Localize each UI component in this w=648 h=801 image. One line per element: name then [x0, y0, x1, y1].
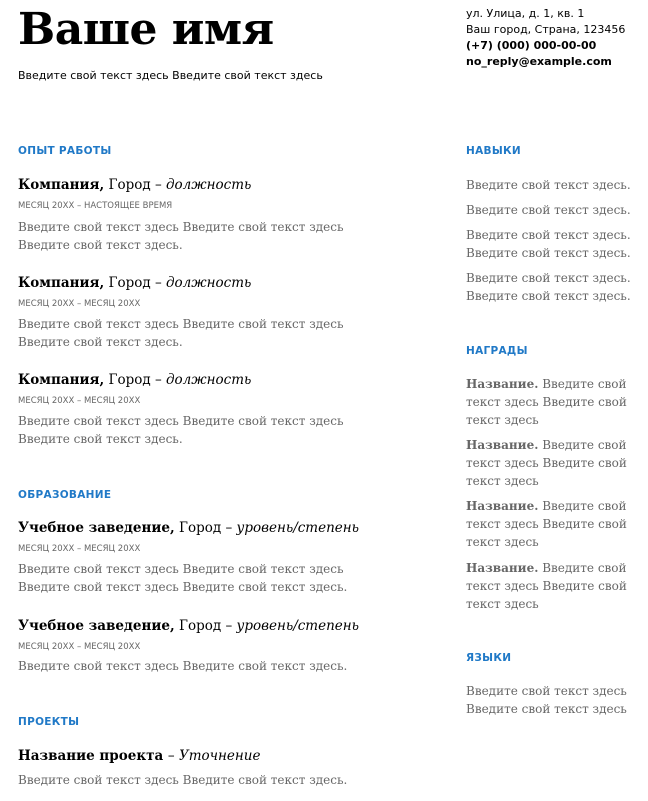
experience-entry-title[interactable] [18, 275, 251, 291]
resume-name[interactable]: Ваше имя [18, 4, 274, 55]
entry-organization: Компания, [18, 372, 105, 388]
languages-text[interactable]: Введите свой текст здесь Введите свой текст здесь [466, 684, 627, 716]
award-label: Название. [466, 499, 539, 513]
entry-dates[interactable]: МЕСЯЦ 20XX – НАСТОЯЩЕЕ ВРЕМЯ [18, 201, 173, 211]
project-name: Название проекта [18, 748, 168, 764]
experience-entry-title[interactable] [18, 372, 251, 388]
skill-item[interactable]: Введите свой текст здесь. [466, 203, 631, 217]
award-label: Название. [466, 561, 539, 575]
section-heading-skills: НАВЫКИ [466, 145, 521, 157]
section-heading-experience: ОПЫТ РАБОТЫ [18, 145, 112, 157]
entry-role: должность [166, 275, 252, 291]
contact-phone[interactable]: (+7) (000) 000-00-00 [466, 39, 597, 52]
award-text: Введите свой текст здесь Введите свой текст здесь [466, 561, 627, 611]
entry-location: Город – [174, 618, 237, 634]
project-entry-title[interactable] [18, 748, 261, 764]
experience-entry-title[interactable] [18, 177, 251, 193]
award-item[interactable] [466, 559, 636, 613]
entry-description[interactable]: Введите свой текст здесь Введите свой текст здесь Введите свой текст здесь Введите свой текст здесь. [18, 562, 348, 594]
project-detail: Уточнение [178, 748, 261, 764]
contact-email[interactable]: no_reply@example.com [466, 55, 612, 68]
award-text: Введите свой текст здесь Введите свой текст здесь [466, 499, 627, 549]
section-heading-projects: ПРОЕКТЫ [18, 716, 80, 728]
skill-item[interactable]: Введите свой текст здесь. Введите свой текст здесь. [466, 271, 631, 303]
award-item[interactable] [466, 436, 636, 490]
contact-block [466, 6, 625, 70]
entry-description[interactable]: Введите свой текст здесь Введите свой текст здесь Введите свой текст здесь. [18, 414, 344, 446]
project-description[interactable]: Введите свой текст здесь Введите свой текст здесь. [18, 773, 348, 787]
award-text: Введите свой текст здесь Введите свой текст здесь [466, 438, 627, 488]
entry-location: Город – [104, 372, 166, 388]
entry-description[interactable]: Введите свой текст здесь Введите свой текст здесь Введите свой текст здесь. [18, 317, 344, 349]
entry-organization: Компания, [18, 275, 105, 291]
entry-role: уровень/степень [236, 520, 360, 536]
award-text: Введите свой текст здесь Введите свой текст здесь [466, 377, 627, 427]
entry-location: Город – [104, 275, 166, 291]
entry-dates[interactable]: МЕСЯЦ 20XX – МЕСЯЦ 20XX [18, 396, 141, 406]
entry-description[interactable]: Введите свой текст здесь Введите свой текст здесь Введите свой текст здесь. [18, 220, 344, 252]
entry-dates[interactable]: МЕСЯЦ 20XX – МЕСЯЦ 20XX [18, 642, 141, 652]
award-item[interactable] [466, 375, 636, 429]
entry-organization: Компания, [18, 177, 105, 193]
education-entry-title[interactable] [18, 618, 359, 634]
resume-tagline[interactable]: Введите свой текст здесь Введите свой текст здесь [18, 69, 323, 82]
entry-location: Город – [104, 177, 166, 193]
entry-dates[interactable]: МЕСЯЦ 20XX – МЕСЯЦ 20XX [18, 544, 141, 554]
entry-role: должность [166, 177, 252, 193]
entry-role: должность [166, 372, 252, 388]
entry-description[interactable]: Введите свой текст здесь Введите свой текст здесь. [18, 659, 348, 673]
contact-city[interactable]: Ваш город, Страна, 123456 [466, 23, 626, 36]
entry-organization: Учебное заведение, [18, 618, 175, 634]
skill-item[interactable]: Введите свой текст здесь. [466, 178, 631, 192]
education-entry-title[interactable] [18, 520, 359, 536]
award-item[interactable] [466, 497, 636, 551]
award-label: Название. [466, 377, 539, 391]
entry-role: уровень/степень [236, 618, 360, 634]
section-heading-education: ОБРАЗОВАНИЕ [18, 489, 112, 501]
project-separator: – [167, 748, 179, 764]
entry-dates[interactable]: МЕСЯЦ 20XX – МЕСЯЦ 20XX [18, 299, 141, 309]
entry-organization: Учебное заведение, [18, 520, 175, 536]
contact-street[interactable]: ул. Улица, д. 1, кв. 1 [466, 7, 585, 20]
entry-location: Город – [174, 520, 237, 536]
skill-item[interactable]: Введите свой текст здесь. Введите свой текст здесь. [466, 228, 631, 260]
section-heading-languages: ЯЗЫКИ [466, 652, 512, 664]
award-label: Название. [466, 438, 539, 452]
section-heading-awards: НАГРАДЫ [466, 345, 528, 357]
